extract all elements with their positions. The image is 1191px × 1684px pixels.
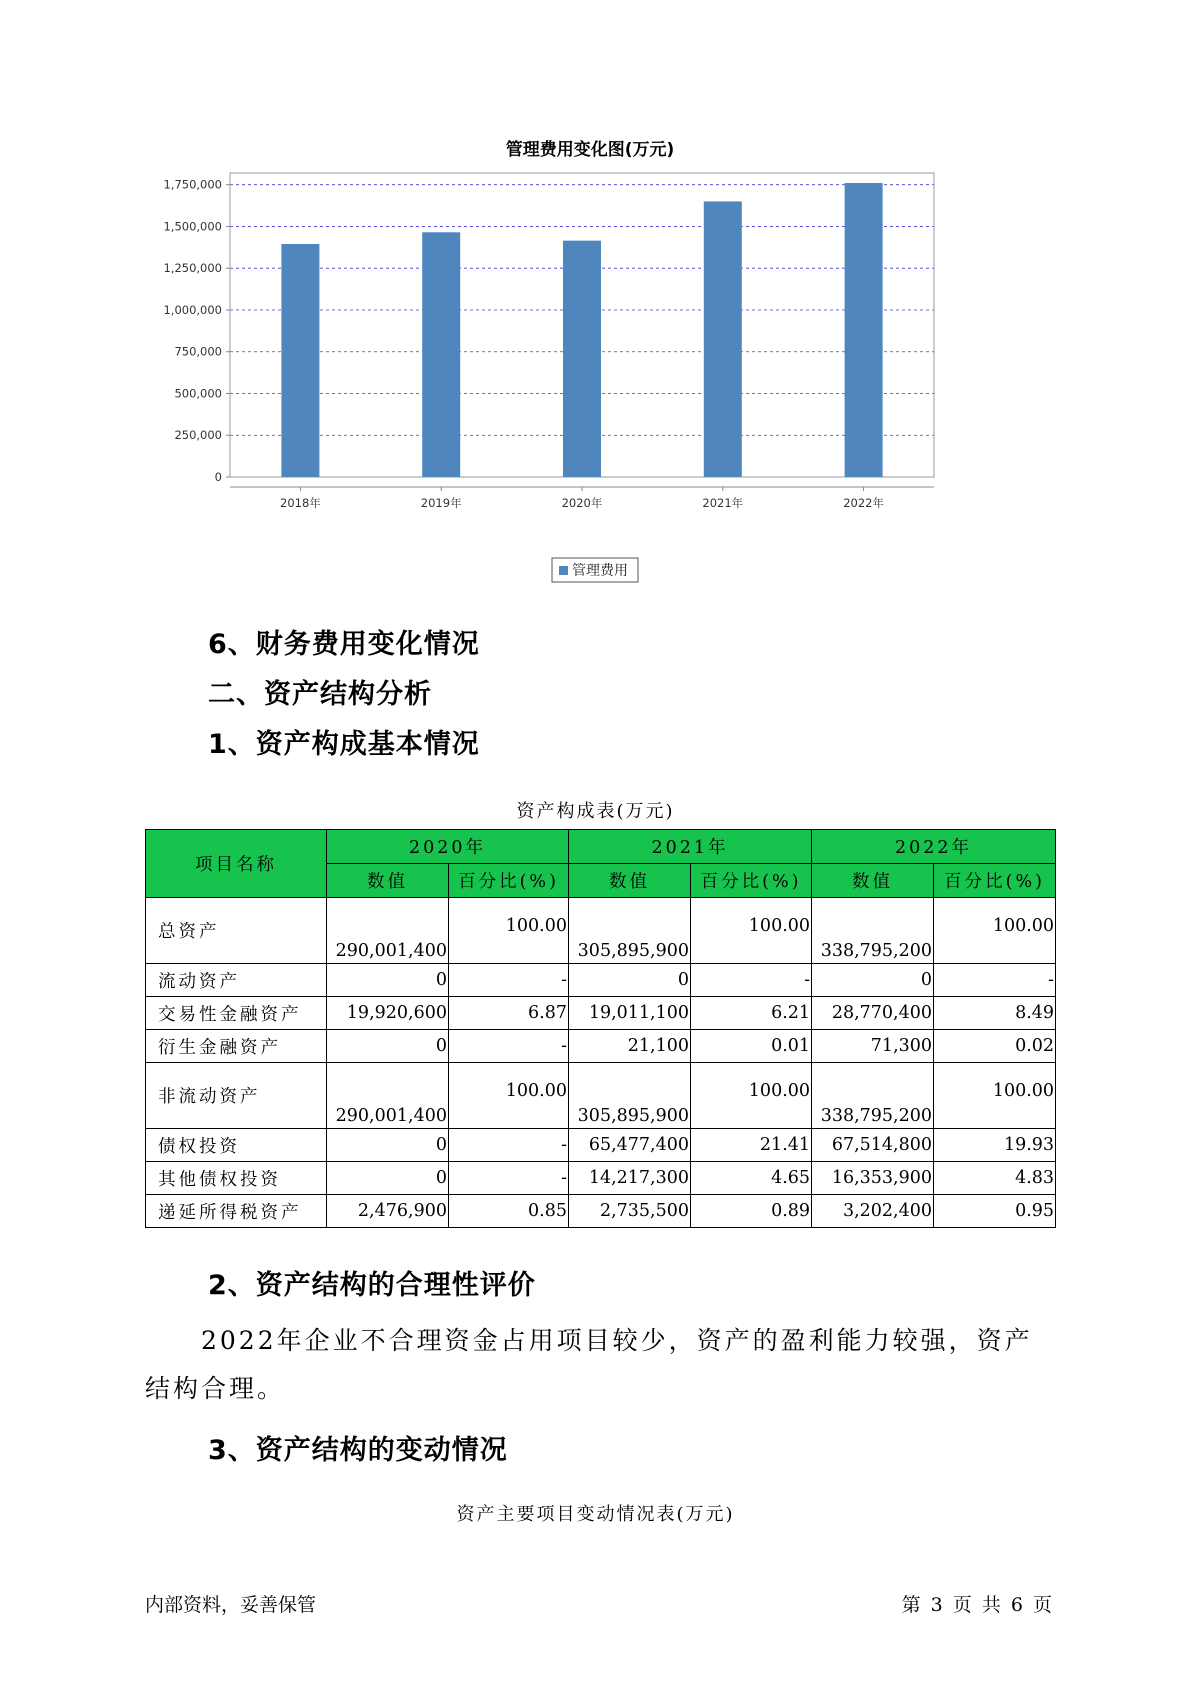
x-tick-label: 2020年 [561,496,603,510]
x-tick-label: 2018年 [280,496,321,510]
cell-percent: 100.00 [691,898,812,964]
y-tick-label: 1,500,000 [163,219,222,234]
cell-value: 338,795,200 [812,1063,934,1129]
heading-asset-structure: 二、资产结构分析 [208,679,432,710]
cell-value: 2,476,900 [327,1195,449,1228]
row-item-name: 流动资产 [146,964,327,997]
cell-percent: 0.02 [934,1030,1056,1063]
cell-percent: 0.95 [934,1195,1056,1228]
cell-value: 19,011,100 [569,997,691,1030]
header-percent: 百分比(%) [934,864,1056,898]
y-tick-label: 500,000 [174,386,222,401]
x-tick-labels [280,496,884,510]
chart-svg [150,135,1030,595]
footer-confidential: 内部资料，妥善保管 [145,1594,317,1616]
bar-2022年 [845,183,883,477]
y-tick-labels [163,178,222,484]
cell-percent: - [449,1129,569,1162]
header-year: 2020年 [327,830,569,864]
header-year: 2021年 [569,830,812,864]
table-row [146,1063,1056,1129]
table-row [146,1129,1056,1162]
chart-legend [552,558,638,582]
x-tick-label: 2019年 [420,496,462,510]
y-tick-label: 1,750,000 [163,177,222,192]
bar-2018年 [281,244,319,477]
cell-value: 0 [327,964,449,997]
cell-percent: - [449,1162,569,1195]
cell-percent: 4.83 [934,1162,1056,1195]
table-row [146,898,1056,964]
y-tick-label: 0 [214,470,222,484]
cell-value: 305,895,900 [569,898,691,964]
header-year: 2022年 [812,830,1056,864]
cell-percent: 100.00 [934,898,1056,964]
x-tick-label: 2021年 [702,496,744,510]
cell-percent: 100.00 [934,1063,1056,1129]
row-item-name: 非流动资产 [146,1063,327,1129]
heading-asset-composition: 1、资产构成基本情况 [208,729,480,760]
header-value: 数值 [812,864,934,898]
cell-value: 0 [812,964,934,997]
table-row [146,1030,1056,1063]
heading-finance-expense: 6、财务费用变化情况 [208,629,480,660]
cell-value: 338,795,200 [812,898,934,964]
cell-value: 21,100 [569,1030,691,1063]
cell-percent: 6.87 [449,997,569,1030]
y-tick-label: 750,000 [174,344,222,359]
cell-percent: 100.00 [691,1063,812,1129]
cell-value: 16,353,900 [812,1162,934,1195]
header-value: 数值 [569,864,691,898]
header-percent: 百分比(%) [691,864,812,898]
table-body [146,898,1056,1228]
table-row [146,1162,1056,1195]
cell-value: 0 [327,1162,449,1195]
chart-title: 管理费用变化图(万元) [505,140,675,160]
cell-percent: 8.49 [934,997,1056,1030]
table-caption: 资产构成表(万元) [516,801,675,822]
cell-value: 0 [327,1129,449,1162]
y-tick-label: 1,250,000 [163,261,222,276]
cell-percent: 21.41 [691,1129,812,1162]
cell-value: 305,895,900 [569,1063,691,1129]
bar-2020年 [563,241,601,477]
cell-percent: 19.93 [934,1129,1056,1162]
header-item-name: 项目名称 [146,830,327,898]
cell-value: 14,217,300 [569,1162,691,1195]
table-caption-2: 资产主要项目变动情况表(万元) [456,1504,735,1525]
header-value: 数值 [327,864,449,898]
row-item-name: 债权投资 [146,1129,327,1162]
cell-percent: - [934,964,1056,997]
legend-label: 管理费用 [572,563,628,579]
cell-value: 0 [569,964,691,997]
legend-swatch [559,566,568,575]
cell-percent: - [449,1030,569,1063]
cell-value: 28,770,400 [812,997,934,1030]
cell-value: 19,920,600 [327,997,449,1030]
asset-composition-table [145,829,1056,1228]
y-tick-label: 1,000,000 [163,302,222,317]
cell-percent: 0.89 [691,1195,812,1228]
chart-bars [281,183,882,477]
evaluation-paragraph: 2022年企业不合理资金占用项目较少，资产的盈利能力较强，资产结构合理。 [145,1326,1033,1403]
table-row [146,964,1056,997]
row-item-name: 交易性金融资产 [146,997,327,1030]
cell-percent: 100.00 [449,898,569,964]
cell-percent: - [449,964,569,997]
heading-structure-evaluation: 2、资产结构的合理性评价 [208,1270,536,1301]
cell-percent: 0.01 [691,1030,812,1063]
cell-value: 3,202,400 [812,1195,934,1228]
cell-value: 290,001,400 [327,1063,449,1129]
row-item-name: 衍生金融资产 [146,1030,327,1063]
heading-structure-changes: 3、资产结构的变动情况 [208,1435,508,1466]
cell-percent: 4.65 [691,1162,812,1195]
y-tick-label: 250,000 [174,428,222,443]
cell-value: 65,477,400 [569,1129,691,1162]
cell-percent: 0.85 [449,1195,569,1228]
row-item-name: 总资产 [146,898,327,964]
cell-percent: 100.00 [449,1063,569,1129]
cell-percent: - [691,964,812,997]
cell-value: 67,514,800 [812,1129,934,1162]
table-header-row [146,830,1056,864]
x-tick-label: 2022年 [843,496,884,510]
bar-2021年 [704,201,742,477]
header-percent: 百分比(%) [449,864,569,898]
bar-2019年 [422,232,460,477]
row-item-name: 递延所得税资产 [146,1195,327,1228]
cell-percent: 6.21 [691,997,812,1030]
cell-value: 290,001,400 [327,898,449,964]
cell-value: 2,735,500 [569,1195,691,1228]
table-row [146,1195,1056,1228]
admin-expense-chart [150,135,1030,595]
table-row [146,997,1056,1030]
row-item-name: 其他债权投资 [146,1162,327,1195]
cell-value: 71,300 [812,1030,934,1063]
footer-page-number: 第 3 页 共 6 页 [901,1594,1054,1616]
cell-value: 0 [327,1030,449,1063]
